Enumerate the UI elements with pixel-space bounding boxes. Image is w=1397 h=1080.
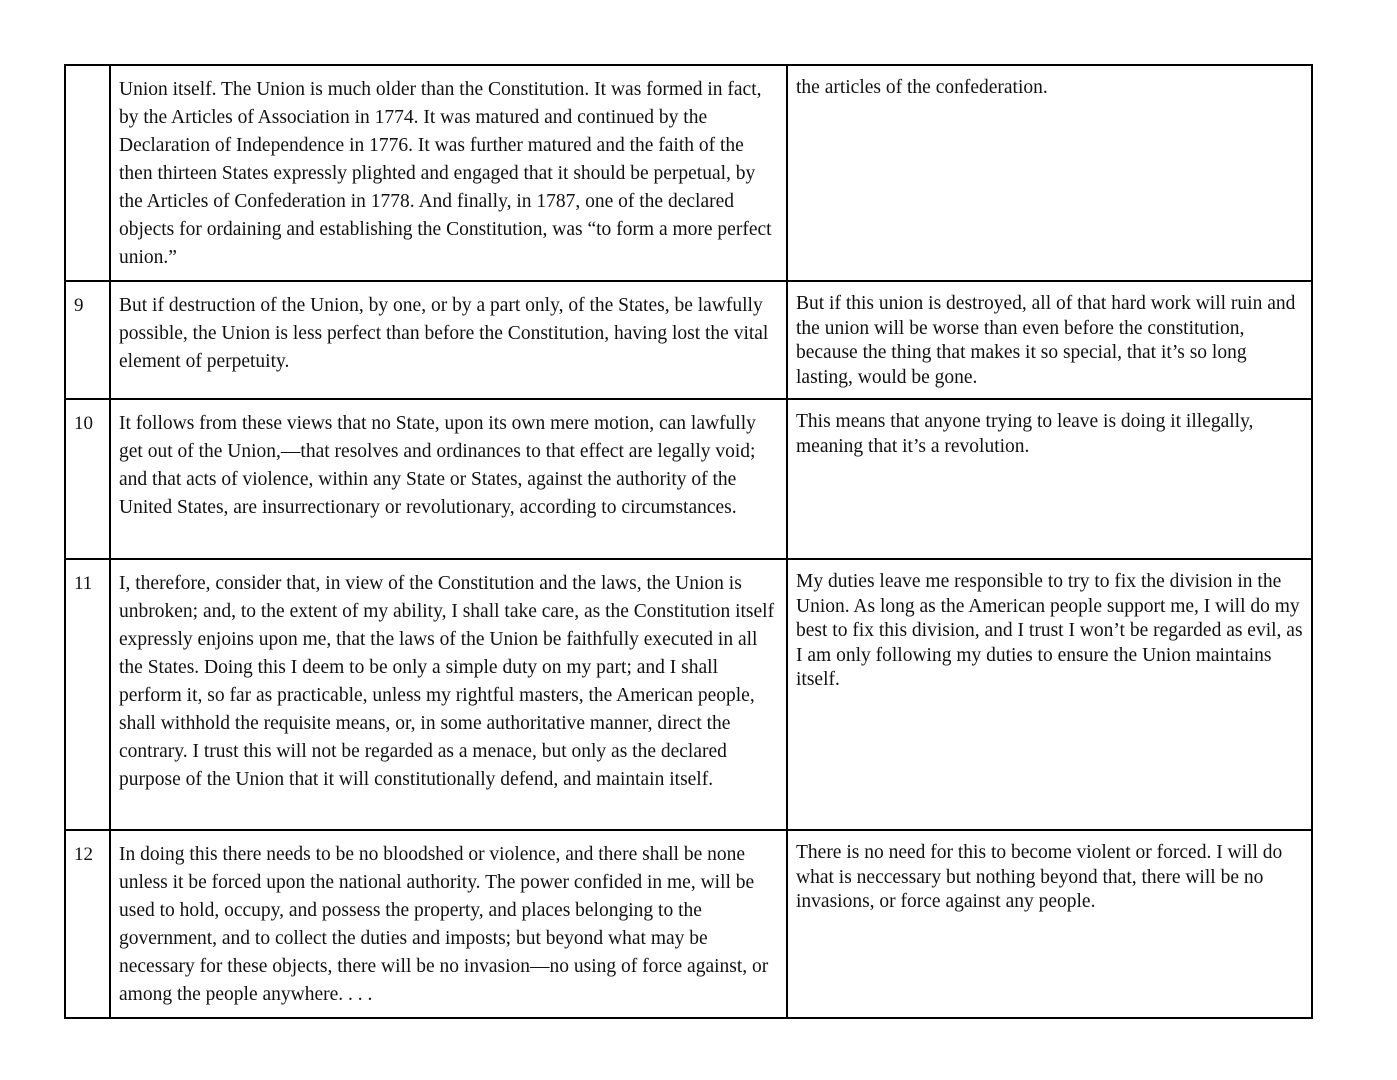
table-row (65, 281, 1312, 399)
original-text-cell: But if destruction of the Union, by one, or by a part only, of the States, be lawfully possible, the Union is less perfect than before the Constitution, having lost the vital element of perpetuity. (110, 281, 787, 399)
paraphrase-cell: the articles of the confederation. (787, 65, 1312, 281)
original-text-cell: Union itself. The Union is much older than the Constitution. It was formed in fact, by the Articles of Association in 1774. It was matured and continued by the Declaration of Independence in 1776. It was further matured and the faith of the then thirteen States expressly plighted and engaged that it should be perpetual, by the Articles of Confederation in 1778. And finally, in 1787, one of the declared objects for ordaining and establishing the Constitution, was “to form a more perfect union.” (110, 65, 787, 281)
table-row (65, 65, 1312, 281)
original-text-cell: In doing this there needs to be no bloodshed or violence, and there shall be none unless it be forced upon the national authority. The power confided in me, will be used to hold, occupy, and possess the property, and places belonging to the government, and to collect the duties and imposts; but beyond what may be necessary for these objects, there will be no invasion—no using of force against, or among the people anywhere. . . . (110, 830, 787, 1018)
row-number-cell: 10 (65, 399, 110, 559)
original-text-cell: I, therefore, consider that, in view of the Constitution and the laws, the Union is unbroken; and, to the extent of my ability, I shall take care, as the Constitution itself expressly enjoins upon me, that the laws of the Union be faithfully executed in all the States. Doing this I deem to be only a simple duty on my part; and I shall perform it, so far as practicable, unless my rightful masters, the American people, shall withhold the requisite means, or, in some authoritative manner, direct the contrary. I trust this will not be regarded as a menace, but only as the declared purpose of the Union that it will constitutionally defend, and maintain itself. (110, 559, 787, 830)
paraphrase-cell: This means that anyone trying to leave is doing it illegally, meaning that it’s a revolution. (787, 399, 1312, 559)
table-row (65, 399, 1312, 559)
paraphrase-cell: But if this union is destroyed, all of that hard work will ruin and the union will be worse than even before the constitution, because the thing that makes it so special, that it’s so long lasting, would be gone. (787, 281, 1312, 399)
row-number-cell: 11 (65, 559, 110, 830)
row-number-cell: 12 (65, 830, 110, 1018)
row-number-cell (65, 65, 110, 281)
row-number-cell: 9 (65, 281, 110, 399)
paraphrase-cell: There is no need for this to become violent or forced. I will do what is neccessary but nothing beyond that, there will be no invasions, or force against any people. (787, 830, 1312, 1018)
original-text-cell: It follows from these views that no State, upon its own mere motion, can lawfully get out of the Union,—that resolves and ordinances to that effect are legally void; and that acts of violence, within any State or States, against the authority of the United States, are insurrectionary or revolutionary, according to circumstances. (110, 399, 787, 559)
paraphrase-cell: My duties leave me responsible to try to fix the division in the Union. As long as the American people support me, I will do my best to fix this division, and I trust I won’t be regarded as evil, as I am only following my duties to ensure the Union maintains itself. (787, 559, 1312, 830)
speech-paraphrase-table (64, 64, 1313, 1019)
table-row (65, 830, 1312, 1018)
table-row (65, 559, 1312, 830)
